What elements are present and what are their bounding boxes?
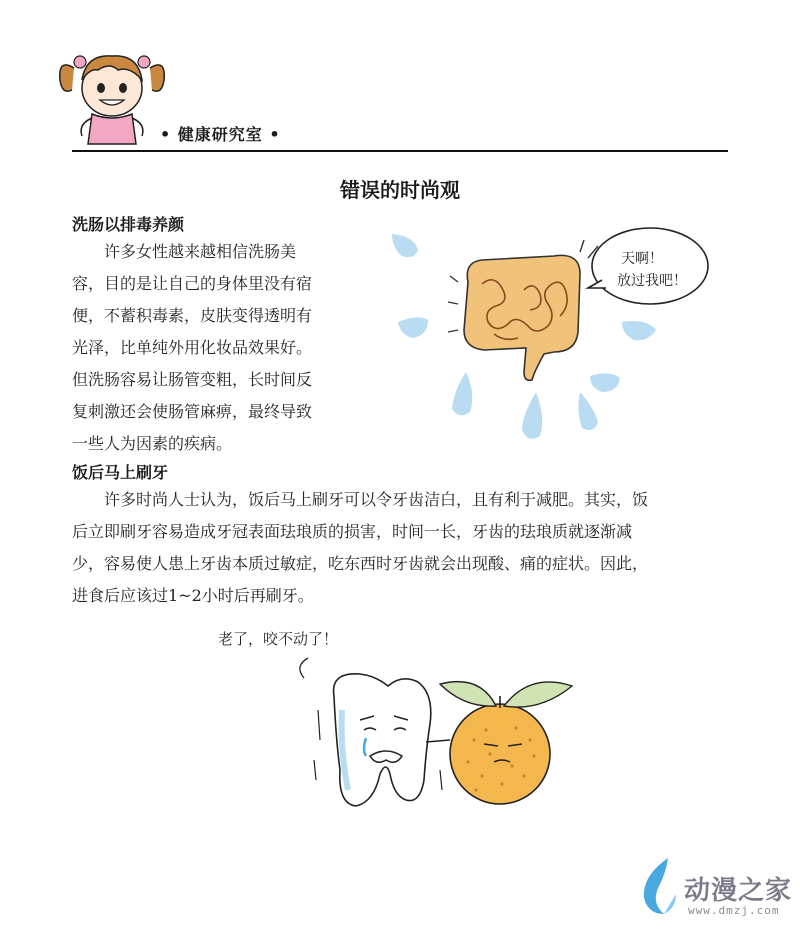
section-paragraph: [72, 236, 372, 460]
paragraph-line: 一些人为因素的疾病。: [72, 434, 233, 453]
paragraph-line: 后立即刷牙容易造成牙冠表面珐琅质的损害，时间一长，牙齿的珐琅质就逐渐减: [72, 522, 633, 541]
section-label: • 健康研究室 •: [160, 125, 281, 144]
tooth-and-orange-illustration: [290, 650, 590, 840]
paragraph-line: 光泽，比单纯外用化妆品效果好。: [72, 338, 313, 357]
water-drop-icon: [392, 234, 418, 257]
section-heading: 饭后马上刷牙: [72, 463, 169, 482]
speech-line: 放过我吧！: [617, 273, 687, 289]
paragraph-line: 便，不蓄积毒素，皮肤变得透明有: [72, 306, 313, 325]
paragraph-line: 许多时尚人士认为，饭后马上刷牙可以令牙齿洁白，且有利于减肥。其实，饭: [104, 490, 649, 509]
paragraph-line: 复刺激还会使肠管麻痹，最终导致: [72, 402, 313, 421]
speech-line: 天啊！: [621, 251, 663, 267]
water-drop-icon: [590, 373, 620, 392]
section-heading: 洗肠以排毒养颜: [72, 215, 185, 234]
paragraph-line: 容，目的是让自己的身体里没有宿: [72, 274, 313, 293]
tooth-speech-text: 老了，咬不动了！: [218, 630, 339, 648]
header-divider: [72, 150, 728, 152]
paragraph-line: 但洗肠容易让肠管变粗，长时间反: [72, 370, 313, 389]
intestine-illustration: [384, 222, 720, 452]
water-drop-icon: [452, 372, 472, 415]
dmzj-logo-icon: [636, 856, 682, 918]
section-paragraph: [72, 484, 728, 612]
logo-url: www.dmzj.com: [688, 904, 780, 917]
girl-mascot-illustration: [52, 40, 172, 148]
water-drop-icon: [522, 392, 542, 439]
water-drop-icon: [578, 392, 598, 430]
paragraph-line: 进食后应该过1~2小时后再刷牙。: [72, 586, 314, 605]
water-drop-icon: [398, 317, 428, 338]
paragraph-line: 少，容易使人患上牙齿本质过敏症，吃东西时牙齿就会出现酸、痛的症状。因此，: [72, 554, 649, 573]
article-title: 错误的时尚观: [340, 178, 460, 202]
logo-name: 动漫之家: [684, 876, 793, 906]
water-drop-icon: [622, 321, 656, 340]
paragraph-line: 许多女性越来越相信洗肠美: [104, 242, 297, 261]
